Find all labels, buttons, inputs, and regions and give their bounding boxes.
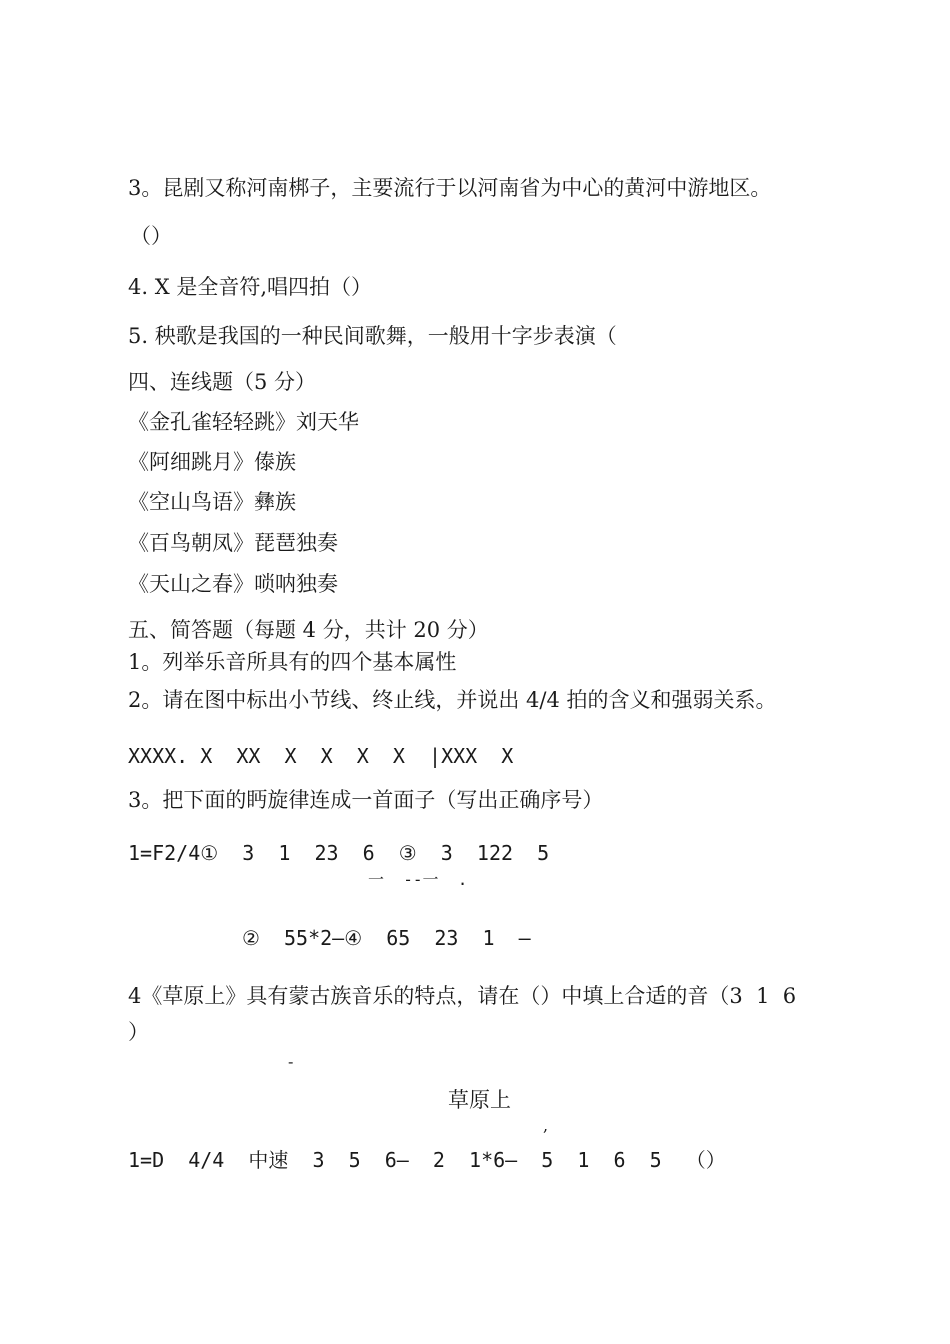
short-answer-q4-close: ） [128,1020,149,1044]
short-answer-q3: 3。把下面的眄旋律连成一首面子（写出正确序号） [128,788,604,812]
matching-item: 《金孔雀轻轻跳》刘天华 [128,410,359,434]
short-answer-q4: 4《草原上》具有蒙古族音乐的特点，请在（）中填上合适的音（3 1 6 [128,984,797,1008]
short-answer-q1: 1。列举乐音所具有的四个基本属性 [128,650,457,674]
matching-item: 《百鸟朝凤》琵琶独奏 [128,531,338,555]
rhythm-notation: XXXX. X XX X X X X |XXX X [128,744,514,768]
melody-line-2: ② 55*2—④ 65 23 1 — [242,926,531,950]
melody-marks: 一 --一 . [368,870,468,889]
section-5-title: 五、简答题（每题 4 分，共计 20 分） [128,618,489,642]
question-3-text: 3。昆剧又称河南梆子，主要流行于以河南省为中心的黄河中游地区。 [128,176,772,200]
song-title: 草原上 [448,1088,511,1112]
question-5-text: 5. 秧歌是我国的一种民间歌舞，一般用十字步表演（ [128,324,617,348]
comma-mark: , [543,1116,549,1135]
matching-item: 《天山之春》唢呐独奏 [128,572,338,596]
matching-item: 《空山鸟语》彝族 [128,490,296,514]
short-answer-q2: 2。请在图中标出小节线、终止线，并说出 4/4 拍的含义和强弱关系。 [128,688,777,712]
matching-item: 《阿细跳月》傣族 [128,450,296,474]
song-notation: 1=D 4/4 中速 3 5 6— 2 1*6— 5 1 6 5 （） [128,1148,726,1172]
melody-line-1: 1=F2/4① 3 1 23 6 ③ 3 122 5 [128,841,550,865]
section-4-title: 四、连线题（5 分） [128,370,317,394]
question-3-answer-paren: （） [130,224,172,248]
dash-mark: - [288,1052,294,1071]
question-4-text: 4. X 是全音符,唱四拍（） [128,275,373,299]
